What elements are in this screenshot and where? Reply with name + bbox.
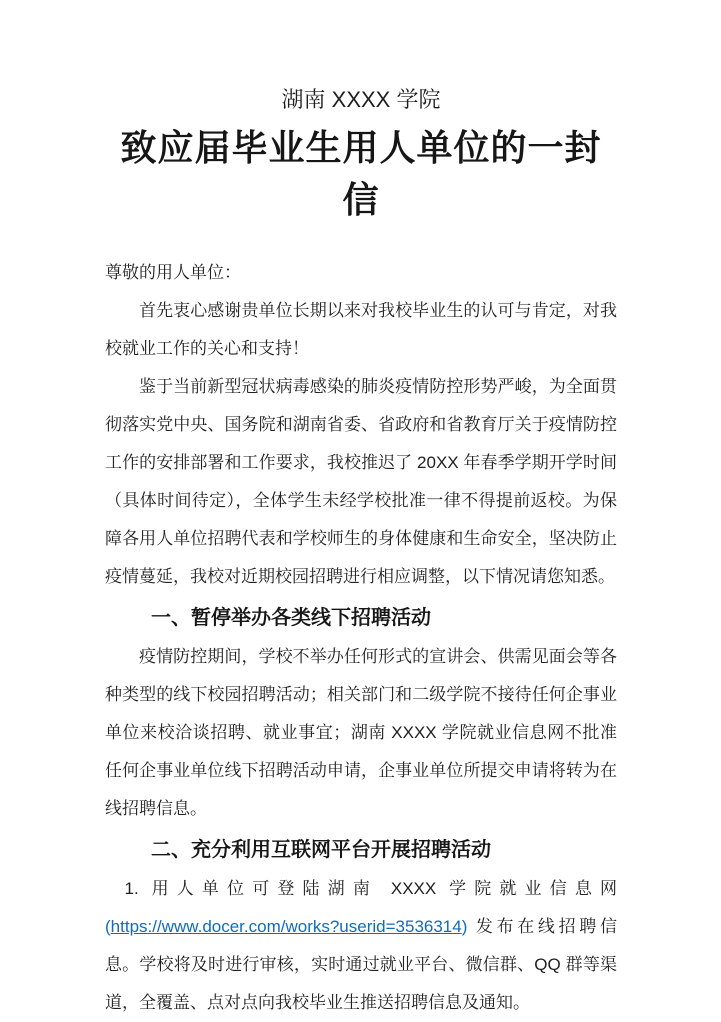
jobs-site-link[interactable]: https://www.docer.com/works?userid=3536314 [110,917,462,936]
section-1-body: 疫情防控期间，学校不举办任何形式的宣讲会、供需见面会等各种类型的线下校园招聘活动；相关部门和二级学院不接待任何企事业单位来校洽谈招聘、就业事宜；湖南 XXXX 学院就业信息网不批准任何企事业单位线下招聘活动申请，企事业单位所提交申请将转为在线招聘信息。 [105,647,617,818]
section-2-text-before-link: 1. 用人单位可登陆湖南 XXXX 学院就业信息网 [124,879,617,898]
section-1-heading: 一、暂停举办各类线下招聘活动 [151,607,431,629]
link-open-paren: ( [105,917,111,936]
section-2-body [105,870,617,1022]
link-close-paren: ) [461,917,468,936]
salutation: 尊敬的用人单位： [105,263,241,282]
section-2-text-after-link: 发布在线招聘信息。学校将及时进行审核，实时通过就业平台、微信群、QQ 群等渠道，全覆盖、点对点向我校毕业生推送招聘信息及通知。 [105,917,617,1012]
school-name: 湖南 XXXX 学院 [281,87,441,112]
section-2-heading: 二、充分利用互联网平台开展招聘活动 [151,839,491,861]
paragraph-covid-adjustment: 鉴于当前新型冠状病毒感染的肺炎疫情防控形势严峻，为全面贯彻落实党中央、国务院和湖南省委、省政府和省教育厅关于疫情防控工作的安排部署和工作要求，我校推迟了 20XX 年春季学期开学时间（具体时间待定），全体学生未经学校批准一律不得提前返校。为保障各用人单位招聘代表和学校师生的身体健康和生命安全，坚决防止疫情蔓延，我校对近期校园招聘进行相应调整，以下情况请您知悉。 [105,377,617,586]
paragraph-thanks: 首先衷心感谢贵单位长期以来对我校毕业生的认可与肯定，对我校就业工作的关心和支持！ [105,301,617,358]
document-title: 致应届毕业生用人单位的一封信 [120,127,602,220]
